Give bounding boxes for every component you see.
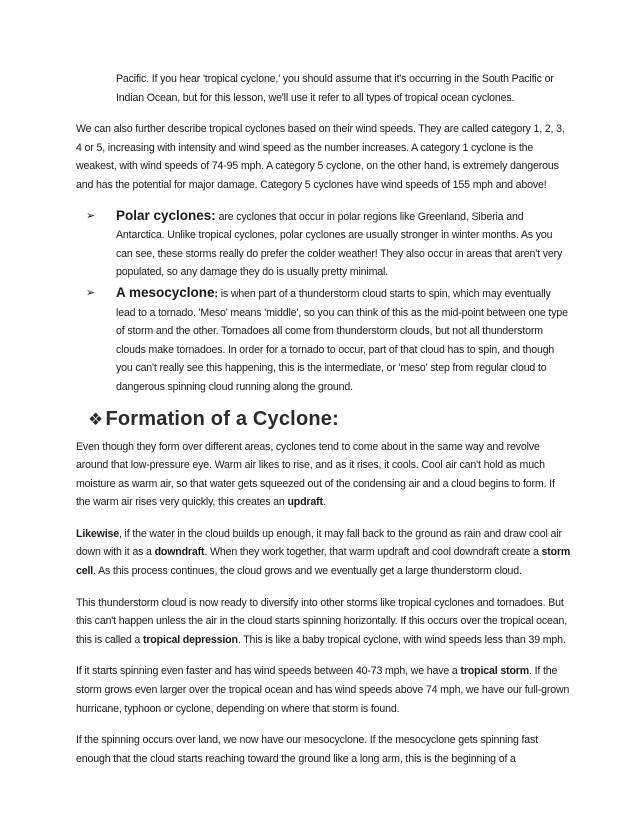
term-tropical-storm: tropical storm bbox=[460, 665, 530, 678]
category-paragraph: We can also further describe tropical cyclones based on their wind speeds. They are called category 1, 2, 3, 4 or 5, increasing with intensity and wind speed as the number increases. A category 1 cyclone is the weakest, with wind speeds of 74-95 mph. A category 5 cyclone, on the other hand, is extremely dangerous and has the potential for major damage. Category 5 cyclones have wind speeds of 155 mph and above! bbox=[76, 123, 565, 191]
formation-text: Even though they form over different areas, cyclones tend to come about in the same way and revolve around that low-pressure eye. Warm air likes to rise, and as it rises, it cools. Cool air can't hold as much moisture as warm air, so that water gets squeezed out of the condensing air and a cloud begins to form. If the warm air rises very quickly, this creates an bbox=[76, 440, 555, 509]
document-page bbox=[76, 70, 571, 768]
term-updraft: updraft bbox=[287, 496, 323, 509]
land-paragraph: If the spinning occurs over land, we now have our mesocyclone. If the mesocyclone gets spinning fast enough that the cloud starts reaching toward the ground like a long arm, this is the beginning of a bbox=[76, 734, 538, 765]
formation-paragraph bbox=[76, 438, 571, 512]
term-likewise: Likewise bbox=[76, 527, 119, 540]
arrow-bullet-icon: ➢ bbox=[86, 209, 96, 222]
heading-title: Formation of a Cyclone: bbox=[105, 407, 339, 430]
polar-description: are cyclones that occur in polar regions like Greenland, Siberia and Antarctica. Unlike tropical cyclones, polar cyclones are usually stronger in winter months. As you can see, these storms really do prefer the colder weather! They also occur in areas that aren't very populated, so any damage they do is usually pretty minimal. bbox=[116, 210, 563, 279]
likewise-paragraph bbox=[76, 525, 571, 581]
likewise-text-2: . When they work together, that warm updraft and cool downdraft create a bbox=[204, 546, 542, 559]
bullet-meso-text bbox=[116, 284, 571, 397]
bullet-polar-cyclones bbox=[86, 207, 571, 282]
likewise-text: , if the water in the cloud builds up enough, it may fall back to the ground as rain and draw cool air down with it as a bbox=[76, 527, 562, 559]
term-polar-cyclones: Polar cyclones: bbox=[116, 207, 216, 223]
likewise-text-3: . As this process continues, the cloud grows and we eventually get a large thunderstorm cloud. bbox=[93, 565, 522, 578]
section-heading bbox=[88, 405, 571, 434]
diamond-bullet-icon: ❖ bbox=[88, 409, 104, 429]
storm-paragraph bbox=[76, 662, 571, 718]
formation-text-end: . bbox=[322, 496, 326, 509]
term-colon: : bbox=[214, 287, 218, 300]
bullet-polar-text bbox=[116, 207, 571, 282]
term-storm-cell: storm cell bbox=[76, 546, 571, 578]
storm-text: If it starts spinning even faster and has wind speeds between 40-73 mph, we have a bbox=[76, 665, 461, 678]
intro-paragraph: Pacific. If you hear 'tropical cyclone,' you should assume that it's occurring in the South Pacific or Indian Ocean, but for this lesson, we'll use it refer to all types of tropical ocean cyclones. bbox=[116, 73, 554, 104]
arrow-bullet-icon: ➢ bbox=[86, 286, 96, 299]
depression-paragraph bbox=[76, 594, 571, 650]
depression-text: This thunderstorm cloud is now ready to diversify into other storms like tropical cyclones and tornadoes. But this can't happen unless the air in the cloud starts spinning horizontally. If this occurs over the tropical ocean, this is called a bbox=[76, 596, 568, 646]
storm-text-2: . If the storm grows even larger over the tropical ocean and has wind speeds above 74 mph, we have our full-grown hurricane, typhoon or cyclone, depending on where that storm is found. bbox=[76, 665, 570, 715]
depression-text-2: . This is like a baby tropical cyclone, with wind speeds less than 39 mph. bbox=[237, 633, 566, 646]
bullet-mesocyclone bbox=[86, 284, 571, 397]
meso-description: is when part of a thunderstorm cloud starts to spin, which may eventually lead to a tornado. 'Meso' means 'middle', so you can think of this as the mid-point between one type of storm and the other. Tornadoes all come from thunderstorm clouds, but not all thunderstorm clouds make tornadoes. In order for a tornado to occur, part of that cloud has to spin, and though you can't really see this happening, this is the intermediate, or 'meso' step from regular cloud to dangerous spinning cloud running along the ground. bbox=[116, 287, 568, 393]
term-mesocyclone: A mesocyclone bbox=[116, 284, 215, 300]
term-downdraft: downdraft bbox=[154, 546, 205, 559]
term-tropical-depression: tropical depression bbox=[142, 633, 238, 646]
